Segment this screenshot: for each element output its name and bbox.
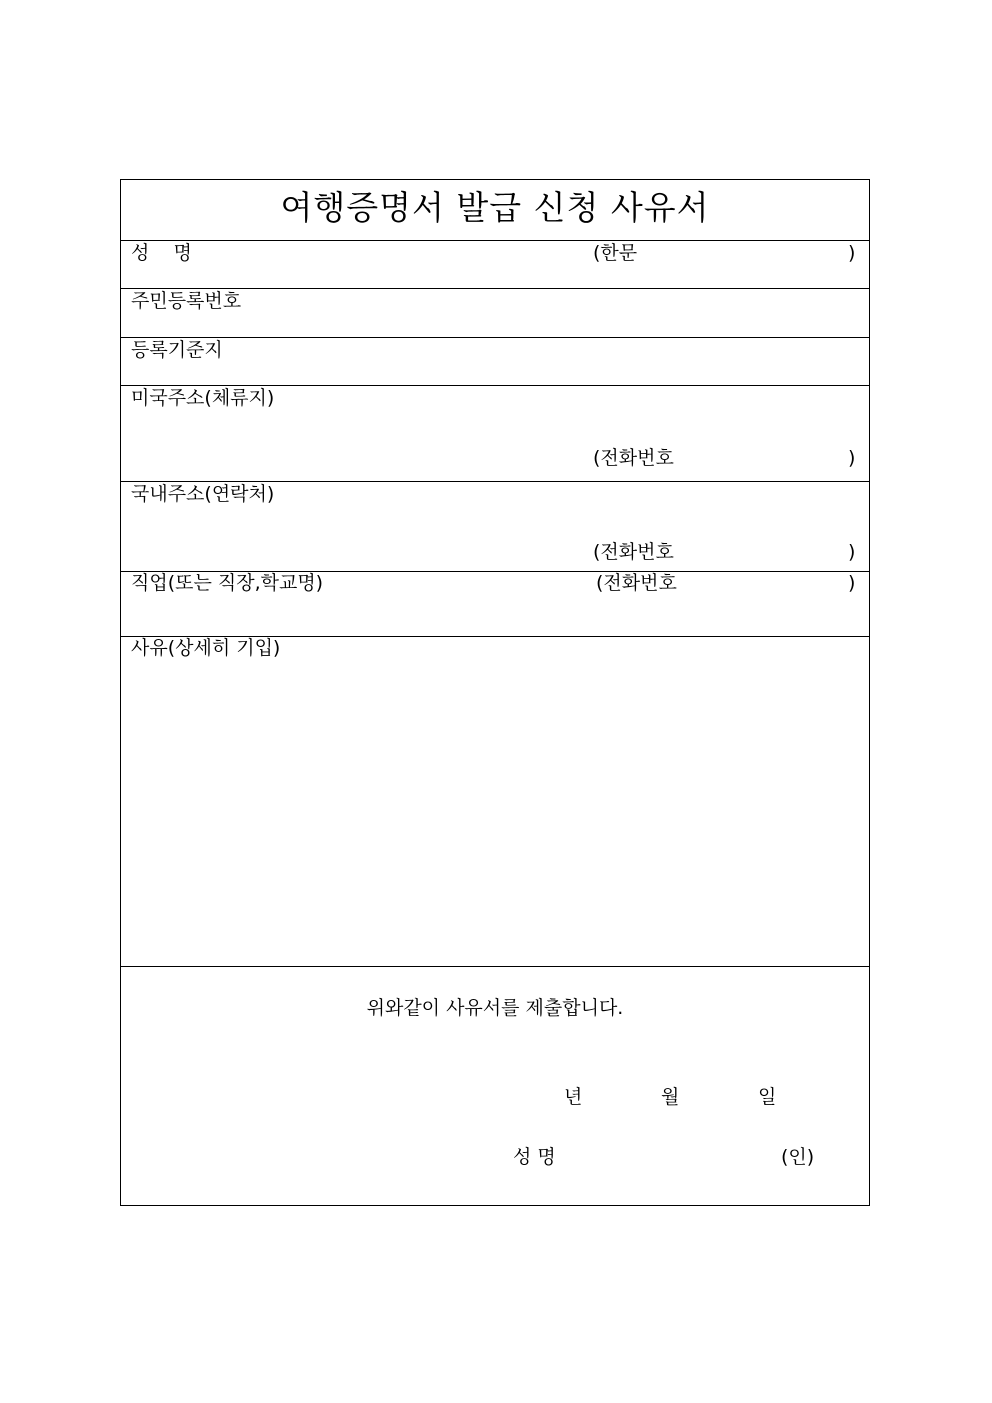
rrn-label: 주민등록번호	[131, 290, 242, 312]
us-address-row	[121, 386, 869, 482]
kr-phone-close-paren: )	[848, 541, 856, 563]
job-label: 직업(또는 직장,학교명)	[131, 572, 324, 594]
year-label: 년	[564, 1086, 583, 1108]
job-row	[121, 572, 869, 637]
title-row	[121, 180, 869, 241]
form-title: 여행증명서 발급 신청 사유서	[280, 188, 710, 227]
kr-address-label: 국내주소(연락처)	[131, 483, 275, 505]
us-phone-close-paren: )	[848, 447, 856, 469]
job-phone-label: (전화번호	[596, 572, 677, 594]
day-label: 일	[758, 1086, 777, 1108]
registry-label: 등록기준지	[131, 339, 223, 361]
us-address-label: 미국주소(체류지)	[131, 387, 275, 409]
rrn-row	[121, 289, 869, 338]
name-row	[121, 241, 869, 289]
kr-address-row	[121, 482, 869, 572]
reason-label: 사유(상세히 기입)	[131, 637, 281, 659]
seal-label: (인)	[781, 1146, 815, 1168]
kr-phone-label: (전화번호	[593, 541, 674, 563]
application-form	[120, 179, 870, 1206]
signer-name-label: 성 명	[513, 1146, 556, 1168]
month-label: 월	[661, 1086, 680, 1108]
job-phone-close-paren: )	[848, 572, 856, 594]
footer-section	[121, 967, 869, 1205]
registry-row	[121, 338, 869, 386]
statement-text: 위와같이 사유서를 제출합니다.	[366, 997, 624, 1019]
name-label: 성 명	[131, 242, 192, 264]
us-phone-label: (전화번호	[593, 447, 674, 469]
reason-row	[121, 637, 869, 967]
hanmun-label: (한문	[593, 242, 638, 264]
hanmun-close-paren: )	[848, 242, 856, 264]
